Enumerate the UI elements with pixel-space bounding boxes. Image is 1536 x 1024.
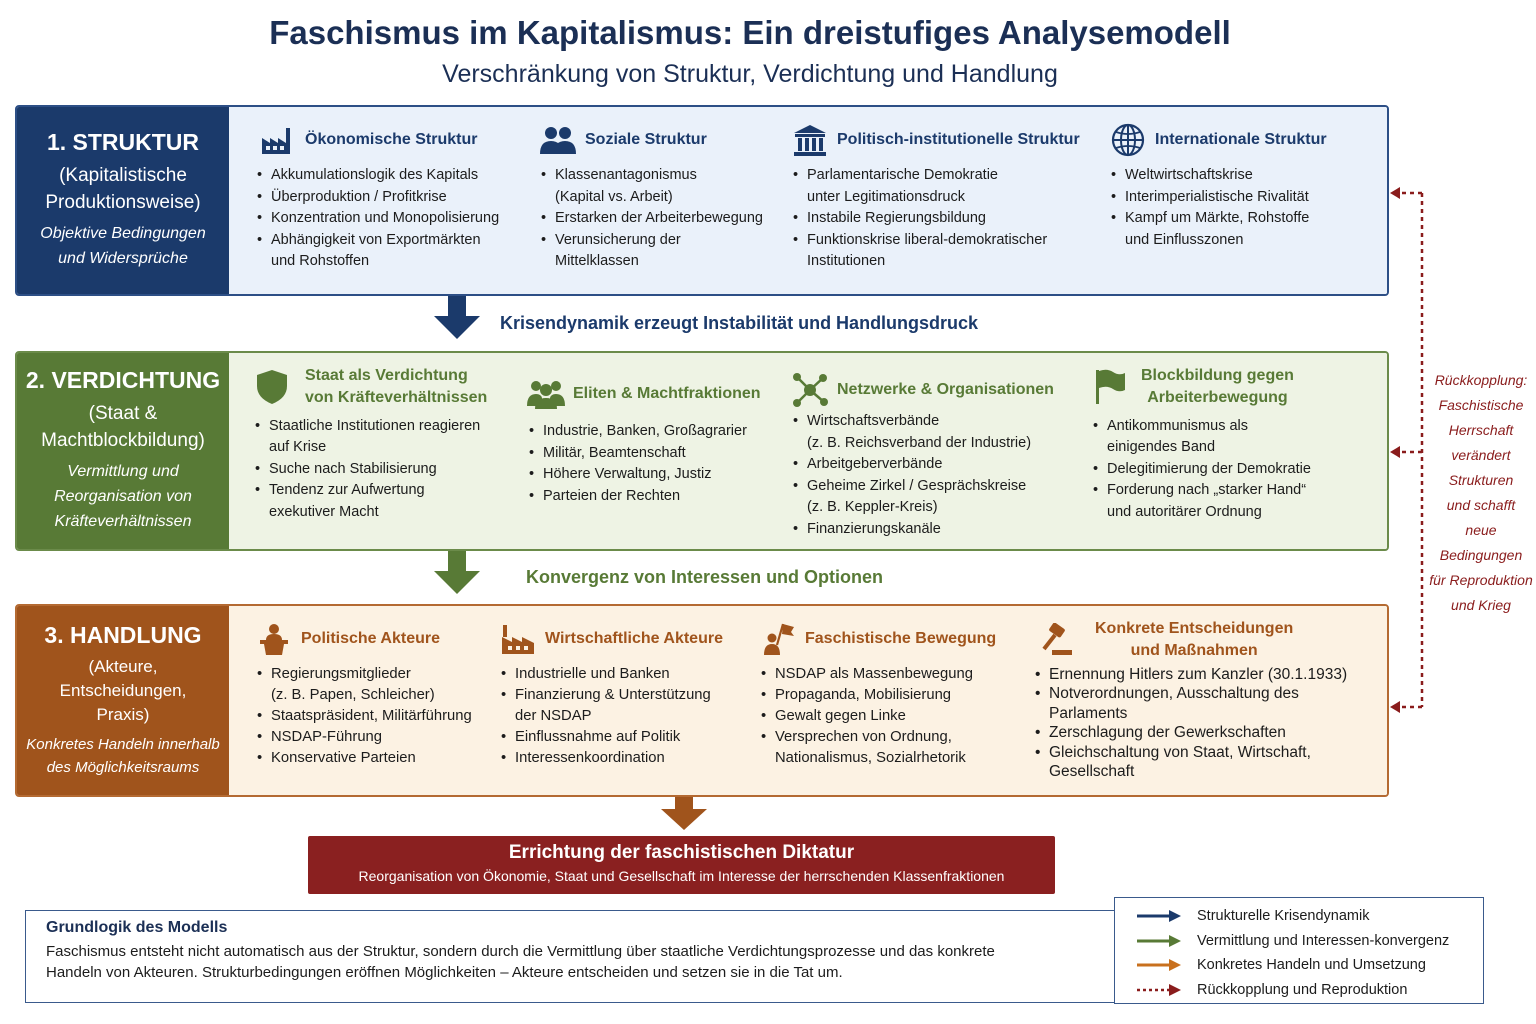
list-item: • Kampf um Märkte, Rohstoffe und Einflusszonen	[1109, 208, 1379, 251]
list-item: • Delegitimierung der Demokratie	[1091, 459, 1361, 481]
column-list	[255, 664, 495, 769]
column-list	[499, 664, 749, 769]
legend-item	[1137, 904, 1483, 929]
list-item: • Parlamentarische Demokratie unter Legitimationsdruck	[791, 165, 1091, 208]
column-konkrete-entscheidungen	[1037, 618, 1377, 782]
stage-description: Objektive Bedingungen und Widersprüche	[40, 225, 206, 267]
down-arrow-2-icon	[433, 551, 481, 595]
column-title: Soziale Struktur	[585, 130, 707, 148]
column-staat-verdichtung	[253, 365, 523, 523]
list-item: • Militär, Beamtenschaft	[527, 443, 787, 465]
legend	[1114, 897, 1484, 1004]
list-item: • Einflussnahme auf Politik	[499, 727, 749, 748]
flow-label-konvergenz: Konvergenz von Interessen und Optionen	[526, 567, 884, 587]
list-item: • Wirtschaftsverbände (z. B. Reichsverband der Industrie)	[791, 411, 1081, 454]
stage-subtitle: (Akteure, Entscheidungen, Praxis)	[59, 657, 187, 724]
building-icon	[791, 121, 829, 159]
rally-flag-icon	[759, 620, 797, 658]
list-item: • Klassenantagonismus (Kapital vs. Arbeit)	[539, 165, 779, 208]
list-item: • Konzentration und Monopolisierung	[255, 208, 524, 230]
column-title: Konkrete Entscheidungen und Maßnahmen	[1095, 620, 1294, 660]
legend-item	[1137, 953, 1483, 978]
network-icon	[791, 371, 829, 409]
list-item: • Propaganda, Mobilisierung	[759, 685, 1019, 706]
column-list	[759, 664, 1019, 769]
column-title: Faschistische Bewegung	[805, 629, 997, 647]
legend-item	[1137, 929, 1483, 954]
column-title: Netzwerke & Organisationen	[837, 380, 1054, 398]
result-title: Errichtung der faschistischen Diktatur	[508, 842, 855, 863]
arrow-dotted-red-icon	[1137, 984, 1181, 996]
list-item: • Erstarken der Arbeiterbewegung	[539, 208, 779, 230]
list-item: • Industrielle und Banken	[499, 664, 749, 685]
down-arrow-3-icon	[660, 797, 708, 831]
logic-text: Faschismus entsteht nicht automatisch aus der Struktur, sondern durch die Vermittlung über staatliche Verdichtungsprozesse und das konkrete Handeln von Akteuren. Strukturbedingungen eröffnen Möglichkeiten – Akteure entscheiden und setzen sie in die Tat um.	[46, 943, 995, 981]
column-wirtschaftliche-akteure	[499, 620, 749, 769]
list-item: • Gewalt gegen Linke	[759, 706, 1019, 727]
list-item: • Industrie, Banken, Großagrarier	[527, 421, 787, 443]
group-icon	[527, 375, 565, 413]
list-item: • Weltwirtschaftskrise	[1109, 165, 1379, 187]
stage-subtitle: (Staat & Machtblockbildung)	[41, 403, 205, 451]
column-oekonomische-struktur	[259, 121, 524, 273]
column-title: Internationale Struktur	[1155, 130, 1327, 148]
list-item: • Forderung nach „starker Hand“ und autoritärer Ordnung	[1091, 480, 1361, 523]
list-item: • Gleichschaltung von Staat, Wirtschaft, Gesellschaft	[1033, 743, 1377, 782]
model-logic-box	[25, 910, 1120, 1003]
list-item: • Zerschlagung der Gewerkschaften	[1033, 723, 1377, 743]
list-item: • Funktionskrise liberal-demokratischer Institutionen	[791, 230, 1091, 273]
list-item: • Versprechen von Ordnung, Nationalismus, Sozialrhetorik	[759, 727, 1019, 769]
list-item: • Finanzierungskanäle	[791, 519, 1081, 541]
result-box	[308, 836, 1055, 894]
column-list	[791, 411, 1081, 540]
legend-label: Rückkopplung und Reproduktion	[1197, 981, 1408, 998]
industry-icon	[499, 620, 537, 658]
stage-verdichtung-label	[17, 353, 229, 549]
list-item: • Abhängigkeit von Exportmärkten und Rohstoffen	[255, 230, 524, 273]
list-item: • Staatliche Institutionen reagieren auf Krise	[253, 416, 523, 459]
column-list	[255, 165, 524, 273]
page-subtitle: Verschränkung von Struktur, Verdichtung und Handlung	[442, 60, 1058, 88]
list-item: • Staatspräsident, Militärführung	[255, 706, 495, 727]
legend-label: Strukturelle Krisendynamik	[1197, 908, 1370, 925]
column-title: Staat als Verdichtung von Kräfteverhältnissen	[305, 367, 488, 407]
column-list	[1109, 165, 1379, 251]
column-faschistische-bewegung	[759, 620, 1019, 769]
legend-label: Konkretes Handeln und Umsetzung	[1197, 957, 1426, 974]
column-internationale-struktur	[1109, 121, 1379, 251]
list-item: • Antikommunismus als einigendes Band	[1091, 416, 1361, 459]
column-title: Politisch-institutionelle Struktur	[837, 130, 1080, 148]
column-list	[791, 165, 1091, 273]
stage-number: 1. STRUKTUR	[46, 129, 200, 156]
result-subtitle: Reorganisation von Ökonomie, Staat und Gesellschaft im Interesse der herrschenden Klassenfraktionen	[358, 868, 1005, 884]
page-title: Faschismus im Kapitalismus: Ein dreistufiges Analysemodell	[269, 14, 1231, 51]
column-politische-akteure	[255, 620, 495, 769]
column-blockbildung	[1091, 365, 1361, 523]
column-list	[1033, 665, 1377, 782]
list-item: • Verunsicherung der Mittelklassen	[539, 230, 779, 273]
list-item: • Überproduktion / Profitkrise	[255, 187, 524, 209]
column-list	[539, 165, 779, 273]
stage-verdichtung	[15, 351, 1389, 551]
gavel-icon	[1037, 621, 1075, 659]
stage-handlung-body	[229, 606, 1387, 795]
list-item: • Höhere Verwaltung, Justiz	[527, 464, 787, 486]
column-title: Eliten & Machtfraktionen	[573, 384, 761, 402]
stage-struktur-label	[17, 107, 229, 294]
logic-title: Grundlogik des Modells	[46, 919, 228, 936]
arrow-orange-icon	[1137, 959, 1181, 971]
list-item: • NSDAP-Führung	[255, 727, 495, 748]
list-item: • Instabile Regierungsbildung	[791, 208, 1091, 230]
arrow-green-icon	[1137, 935, 1181, 947]
factory-icon	[259, 121, 297, 159]
podium-icon	[255, 620, 293, 658]
globe-icon	[1109, 121, 1147, 159]
stage-struktur-body	[229, 107, 1387, 294]
down-arrow-1-icon	[433, 296, 481, 340]
list-item: • Regierungsmitglieder (z. B. Papen, Schleicher)	[255, 664, 495, 706]
list-item: • Interimperialistische Rivalität	[1109, 187, 1379, 209]
legend-label: Vermittlung und Interessen-konvergenz	[1197, 932, 1450, 949]
feedback-text: Rückkopplung: Faschistische Herrschaft verändert Strukturen und schafft neue Bedingungen für Reproduktion und Krieg	[1429, 372, 1533, 613]
stage-description: Konkretes Handeln innerhalb des Möglichkeitsraums	[26, 735, 220, 776]
stage-description: Vermittlung und Reorganisation von Kräfteverhältnissen	[54, 463, 192, 530]
arrow-navy-icon	[1137, 910, 1181, 922]
column-list	[1091, 416, 1361, 524]
column-title: Blockbildung gegen Arbeiterbewegung	[1141, 367, 1294, 407]
stage-number: 3. HANDLUNG	[44, 621, 202, 648]
column-title: Politische Akteure	[301, 629, 441, 647]
flag-icon	[1091, 368, 1129, 406]
list-item: • Interessenkoordination	[499, 748, 749, 769]
column-title: Wirtschaftliche Akteure	[545, 629, 723, 647]
list-item: • Geheime Zirkel / Gesprächskreise (z. B. Keppler-Kreis)	[791, 476, 1081, 519]
list-item: • Suche nach Stabilisierung	[253, 459, 523, 481]
column-list	[527, 421, 787, 507]
list-item: • NSDAP als Massenbewegung	[759, 664, 1019, 685]
legend-item	[1137, 978, 1483, 1003]
stage-number: 2. VERDICHTUNG	[25, 367, 221, 394]
list-item: • Akkumulationslogik des Kapitals	[255, 165, 524, 187]
list-item: • Parteien der Rechten	[527, 486, 787, 508]
shield-icon	[253, 368, 291, 406]
stage-subtitle: (Kapitalistische Produktionsweise)	[45, 164, 201, 213]
list-item: • Konservative Parteien	[255, 748, 495, 769]
stage-handlung-label	[17, 606, 229, 795]
column-eliten-machtfraktionen	[527, 375, 787, 507]
column-list	[253, 416, 523, 524]
list-item: • Arbeitgeberverbände	[791, 454, 1081, 476]
stage-struktur	[15, 105, 1389, 296]
people-icon	[539, 121, 577, 159]
flow-label-krisendynamik: Krisendynamik erzeugt Instabilität und Handlungsdruck	[500, 313, 979, 333]
column-title: Ökonomische Struktur	[305, 130, 478, 148]
column-soziale-struktur	[539, 121, 779, 273]
stage-verdichtung-body	[229, 353, 1387, 549]
list-item: • Tendenz zur Aufwertung exekutiver Macht	[253, 480, 523, 523]
stage-handlung	[15, 604, 1389, 797]
column-netzwerke-organisationen	[791, 371, 1081, 540]
list-item: • Ernennung Hitlers zum Kanzler (30.1.1933)	[1033, 665, 1377, 685]
column-politisch-institutionelle-struktur	[791, 121, 1091, 273]
list-item: • Notverordnungen, Ausschaltung des Parlaments	[1033, 684, 1377, 723]
list-item: • Finanzierung & Unterstützung der NSDAP	[499, 685, 749, 727]
